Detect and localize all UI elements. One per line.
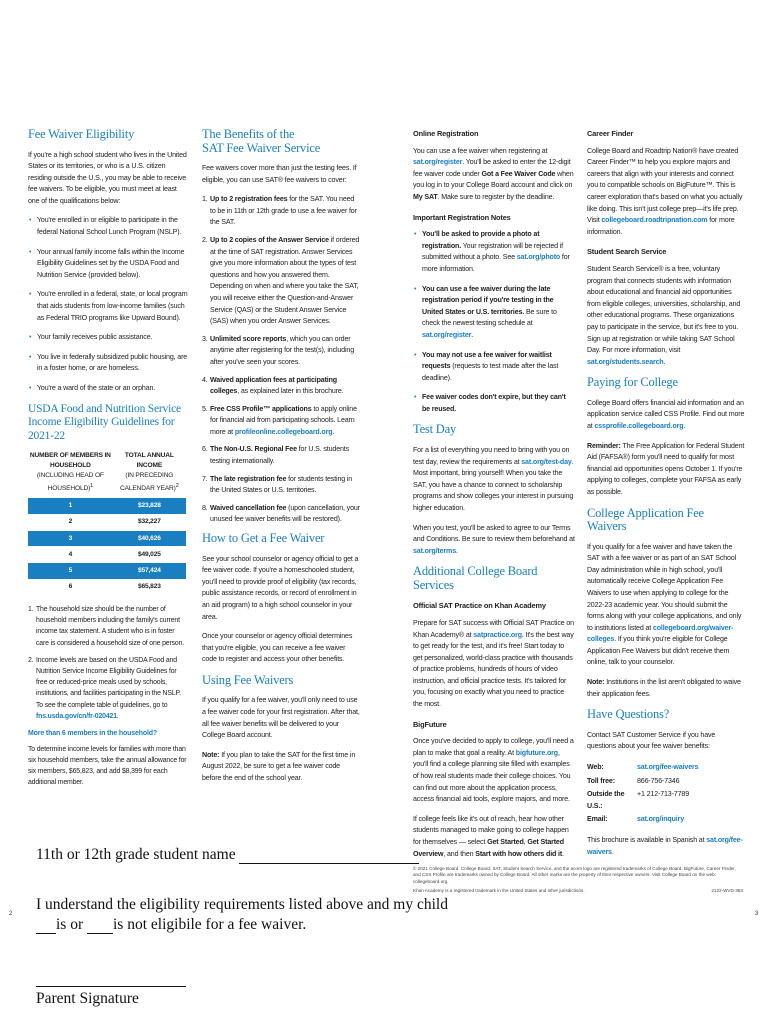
item-number: 7. bbox=[202, 474, 208, 483]
table-row bbox=[587, 761, 698, 775]
footnote-ref: 1 bbox=[90, 483, 94, 490]
note-title: You'll be asked to provide a photo at registration. bbox=[422, 230, 540, 250]
note-title: Fee waiver codes don't expire, but they can't be reused. bbox=[422, 393, 566, 413]
student-name-field[interactable] bbox=[36, 846, 419, 864]
usda-link[interactable]: fns.usda.gov/cn/fr-020421 bbox=[36, 712, 117, 720]
note-title: You may not use a fee waiver for waitlist requests bbox=[422, 350, 552, 371]
email-link[interactable]: sat.org/inquiry bbox=[637, 815, 685, 824]
usda-guidelines-heading: USDA Food and Nutrition Service Income Eligibility Guidelines for 2021-22 bbox=[28, 402, 181, 442]
emphasis: Got a Fee Waiver Code bbox=[481, 169, 556, 178]
toll-free-number: 866-756-7346 bbox=[637, 776, 680, 785]
text: , you'll find a college planning site filled with examples of how real students made their college choices. You can find out more about the application process, access financial aid tools, explore majors, and more. bbox=[413, 748, 571, 804]
list-item bbox=[202, 375, 360, 398]
bigfuture-link[interactable]: bigfuture.org bbox=[515, 748, 558, 757]
list-item bbox=[413, 350, 575, 385]
roadtrip-link[interactable]: collegeboard.roadtripnation.com bbox=[601, 216, 708, 225]
item-text: , which you can order anytime after registering for the test(s), including after you've seen your scores. bbox=[210, 334, 354, 366]
list-item: • You're a ward of the state or an orphan. bbox=[28, 383, 188, 395]
table-row bbox=[28, 498, 186, 514]
column-benefits bbox=[202, 128, 360, 793]
text: College Board offers financial aid information and an application service called CSS Profile. Find out more at bbox=[587, 398, 745, 430]
item-title: Waived cancellation fee bbox=[210, 503, 287, 512]
table-row bbox=[28, 530, 186, 546]
table-footnotes bbox=[28, 604, 188, 722]
student-name-label: 11th or 12th grade student name bbox=[36, 846, 236, 863]
career-finder-heading: Career Finder bbox=[587, 129, 634, 138]
income-cell: $23,828 bbox=[113, 498, 186, 514]
punctuation: . bbox=[116, 712, 119, 720]
online-registration-heading: Online Registration bbox=[413, 129, 479, 138]
legal-text: Khan Academy is a registered trademark in the United States and other jurisdictions. bbox=[413, 888, 585, 894]
emphasis: Get Started bbox=[487, 838, 524, 846]
is-not-blank[interactable] bbox=[87, 919, 113, 934]
text: for more information. bbox=[587, 216, 735, 236]
text: . bbox=[663, 357, 666, 366]
css-profile-link[interactable]: cssprofile.collegeboard.org bbox=[594, 421, 684, 430]
benefits-list bbox=[202, 194, 360, 526]
note-text: Your registration will be rejected if submitted without a photo. See bbox=[422, 241, 563, 262]
contact-table bbox=[587, 761, 698, 827]
is-blank[interactable] bbox=[36, 919, 56, 934]
income-cell: $49,025 bbox=[113, 547, 186, 563]
item-title: The late registration fee bbox=[210, 474, 287, 483]
item-text: , as explained later in this brochure. bbox=[237, 387, 344, 396]
members-header-title: NUMBER OF MEMBERS IN HOUSEHOLD bbox=[29, 452, 111, 470]
career-paragraph bbox=[587, 146, 745, 239]
item-text: (upon cancellation, your unused fee waiver benefits will be restored). bbox=[210, 503, 360, 524]
table-row bbox=[28, 579, 186, 595]
student-search-paragraph bbox=[587, 264, 745, 368]
item-number: 5. bbox=[202, 404, 208, 413]
register-link[interactable]: sat.org/register bbox=[413, 158, 463, 167]
text: Institutions in the list aren't obligated to waive their application fees. bbox=[587, 678, 741, 698]
item-text: for U.S. students testing internationally. bbox=[210, 445, 350, 466]
footnote-number: 1. bbox=[28, 606, 34, 614]
how-paragraph-1: See your school counselor or agency official to get a fee waiver code. If you're a homeschooled student, you'll need to provide proof of eligibility (tax records, public assistance records, or record of enrollment in an aid program) to a high school counselor in your area. bbox=[202, 554, 359, 621]
income-table bbox=[28, 451, 186, 596]
note-text: for more information. bbox=[422, 253, 570, 273]
eligibility-intro: If you're a high school student who lives in the United States or its territories, or who is a U.S. citizen residing outside the U.S., you may be able to receive fee waivers. To be eligible, you must meet at least one of the qualifications below: bbox=[28, 150, 187, 205]
paying-for-college-heading: Paying for College bbox=[587, 375, 678, 390]
page-number-left: 2 bbox=[9, 911, 13, 917]
test-day-paragraph-1 bbox=[413, 445, 575, 515]
text: when you log in to your College Board account and click on bbox=[413, 169, 574, 190]
test-day-link[interactable]: sat.org/test-day bbox=[521, 457, 572, 466]
text: , bbox=[523, 838, 528, 846]
column-services bbox=[587, 128, 745, 866]
table-row bbox=[28, 514, 186, 530]
text: You can use a fee waiver when registering at bbox=[413, 146, 548, 155]
members-cell: 2 bbox=[28, 514, 113, 530]
column-registration bbox=[413, 128, 575, 868]
legal-footer bbox=[413, 866, 743, 895]
have-questions-heading: Have Questions? bbox=[587, 707, 670, 722]
how-to-get-heading: How to Get a Fee Waiver bbox=[202, 531, 325, 546]
note-text: . bbox=[471, 330, 474, 339]
income-header-title: TOTAL ANNUAL INCOME bbox=[124, 452, 174, 470]
text: If college feels like it's out of reach, hear how other students managed to make going to college happen for themselves — select bbox=[413, 814, 569, 846]
contact-label: Web: bbox=[587, 762, 604, 771]
list-item: • You're enrolled in or eligible to participate in the federal National School Lunch Program (NSLP). bbox=[28, 215, 188, 238]
list-item: • You live in federally subsidized public housing, are in a foster home, or are homeless. bbox=[28, 352, 188, 375]
list-item bbox=[413, 229, 575, 275]
text: . You'll be asked to enter the 12-digit fee waiver code under bbox=[413, 158, 571, 178]
table-row bbox=[28, 547, 186, 563]
item-title: Up to 2 copies of the Answer Service bbox=[210, 235, 329, 244]
text: . bbox=[611, 847, 614, 856]
income-cell: $40,626 bbox=[113, 530, 186, 546]
page-number-right: 3 bbox=[755, 911, 759, 917]
item-text: for students testing in the United States or U.S. territories. bbox=[210, 474, 353, 495]
is-not-text: is not eligibile for a fee waiver. bbox=[113, 916, 307, 933]
web-link[interactable]: sat.org/fee-waivers bbox=[637, 762, 699, 771]
bigfuture-heading: BigFuture bbox=[413, 719, 447, 729]
student-name-line[interactable] bbox=[239, 849, 419, 864]
more-members-text: To determine income levels for families with more than six household members, take the annual allowance for six members, $65,823, and add $8,399 for each additional member. bbox=[28, 745, 187, 787]
footnote-ref: 2 bbox=[175, 483, 179, 490]
text: For a list of everything you need to bring with you on test day, review the requirements at bbox=[413, 445, 570, 466]
note-label: Note: bbox=[202, 750, 220, 759]
members-column-header bbox=[28, 451, 113, 498]
is-or-text: is or bbox=[56, 916, 84, 933]
satpractice-link[interactable]: satpractice.org bbox=[473, 630, 522, 639]
list-item bbox=[202, 334, 360, 369]
note-title: You can use a fee waiver during the late registration period if you're testing in the United States or U.S. territories. bbox=[422, 284, 554, 316]
list-item bbox=[202, 503, 360, 526]
footnote-number: 2. bbox=[28, 656, 34, 664]
punctuation: . bbox=[332, 427, 335, 436]
app-paragraph-1 bbox=[587, 542, 745, 670]
student-search-link[interactable]: sat.org/students.search bbox=[587, 357, 664, 366]
online-registration-text bbox=[413, 146, 575, 204]
text: . If you think you're eligible for College Application Fee Waivers but didn't receive them online, talk to your counselor. bbox=[587, 635, 730, 667]
using-note bbox=[202, 750, 360, 785]
spanish-note bbox=[587, 835, 745, 858]
register-link[interactable]: sat.org/register bbox=[422, 330, 472, 339]
item-title: Free CSS Profile™ applications bbox=[210, 404, 312, 413]
note-label: Note: bbox=[587, 678, 605, 687]
questions-intro: Contact SAT Customer Service if you have questions about your fee waiver benefits: bbox=[587, 730, 716, 751]
paying-paragraph-1 bbox=[587, 398, 745, 433]
benefits-intro: Fee waivers cover more than just the testing fees. If eligible, you can use SAT® fee waivers to cover: bbox=[202, 164, 357, 184]
text: . Make sure to register by the deadline. bbox=[437, 192, 555, 201]
text: , and then bbox=[443, 849, 476, 858]
app-fee-waivers-heading: College Application Fee Waivers bbox=[587, 505, 704, 534]
terms-link[interactable]: sat.org/terms bbox=[413, 546, 456, 555]
item-title: Unlimited score reports bbox=[210, 334, 287, 343]
paying-paragraph-2 bbox=[587, 441, 745, 499]
column-eligibility bbox=[28, 128, 188, 797]
footnote-2 bbox=[28, 655, 188, 722]
note-text: (requests to test made after the last deadline). bbox=[422, 362, 559, 382]
additional-services-heading: Additional College Board Services bbox=[413, 564, 538, 592]
contact-label: Email: bbox=[587, 815, 608, 824]
members-cell: 5 bbox=[28, 563, 113, 579]
contact-label: Toll free: bbox=[587, 776, 615, 785]
item-text: to apply online for financial aid from participating schools. Learn more at bbox=[210, 404, 357, 436]
list-item: • You're enrolled in a federal, state, or local program that aids students from low-income families (such as Federal TRIO programs like Upward Bound). bbox=[28, 289, 188, 324]
item-title: Up to 2 registration fees bbox=[210, 195, 288, 204]
list-item bbox=[413, 392, 575, 415]
signature-line[interactable] bbox=[36, 986, 186, 987]
test-day-heading: Test Day bbox=[413, 422, 456, 437]
text: . bbox=[562, 849, 564, 858]
benefits-heading-line1: The Benefits of the bbox=[202, 127, 295, 141]
waiver-colleges-link[interactable]: collegeboard.org/waiver-colleges bbox=[587, 623, 734, 644]
text: When you test, you'll be asked to agree to our Terms and Conditions. Be sure to review them beforehand at bbox=[413, 523, 575, 544]
text: . Most important, bring yourself! When you take the SAT, you have a chance to connect to scholarship programs and show colleges your interest in pursuing higher education. bbox=[413, 457, 574, 512]
international-number: +1 212-713-7789 bbox=[637, 790, 689, 799]
text: . It's the best way to get ready for the test, and it's free! Start today to get personalized, world-class practice with thousands of practice problems, hundreds of hours of video instruction, and official practice tests. It's tailored for you, focusing on exactly what you need to practice the most. bbox=[413, 630, 574, 709]
footnote-1 bbox=[28, 604, 188, 649]
spanish-link[interactable]: sat.org/fee-waivers bbox=[587, 835, 743, 856]
item-number: 2. bbox=[202, 235, 208, 244]
item-number: 1. bbox=[202, 195, 208, 204]
list-item bbox=[202, 474, 360, 497]
item-text: if ordered at the time of SAT registration. Answer Services give you more information about the types of test questions and how you answered them. Depending on when and where you take the SAT, you will receive either the Question-and-Answer Service (QAS) or the Student Answer Service (SAS) when you order Answer Services. bbox=[210, 235, 360, 326]
item-text: for the SAT. You need to be in 11th or 12th grade to use a fee waiver for the SAT. bbox=[210, 195, 357, 227]
list-item bbox=[202, 194, 360, 229]
income-cell: $32,227 bbox=[113, 514, 186, 530]
fee-waiver-eligibility-heading: Fee Waiver Eligibility bbox=[28, 127, 135, 141]
list-item: • Your annual family income falls within the Income Eligibility Guidelines set by the USDA Food and Nutrition Service (provided below). bbox=[28, 247, 188, 282]
benefits-heading bbox=[202, 128, 360, 155]
list-item bbox=[413, 284, 575, 342]
test-day-paragraph-2 bbox=[413, 523, 575, 558]
members-header-sub: (INCLUDING HEAD OF HOUSEHOLD) bbox=[36, 472, 104, 493]
app-paragraph-2 bbox=[587, 677, 745, 700]
benefits-heading-line2: SAT Fee Waiver Service bbox=[202, 140, 321, 155]
bigfuture-paragraph-2 bbox=[413, 814, 575, 860]
item-number: 4. bbox=[202, 375, 208, 384]
text: College Board and Roadtrip Nation® have created Career Finder™ to help you explore majors and careers that align with your interests and connect you to compatible schools on BigFuture™. This is career exploration that's based on what you actually like doing. This isn't just college prep—it's life prep. Visit bbox=[587, 146, 743, 225]
income-cell: $65,823 bbox=[113, 579, 186, 595]
emphasis: My SAT bbox=[413, 192, 438, 201]
list-item bbox=[202, 235, 360, 328]
note-text: If you plan to take the SAT for the first time in August 2022, be sure to get a fee waiver code before the end of the school year. bbox=[202, 750, 356, 782]
table-row bbox=[587, 788, 698, 813]
text: . bbox=[683, 421, 686, 430]
text: This brochure is available in Spanish at bbox=[587, 835, 707, 844]
reminder-label: Reminder: bbox=[587, 441, 621, 450]
members-cell: 6 bbox=[28, 579, 113, 595]
eligibility-list bbox=[28, 215, 188, 394]
emphasis: Get Started Overview bbox=[413, 838, 564, 858]
note-text: Be sure to check the newest testing schedule at bbox=[422, 307, 557, 328]
item-number: 3. bbox=[202, 334, 208, 343]
income-column-header bbox=[113, 451, 186, 498]
registration-notes-heading: Important Registration Notes bbox=[413, 212, 511, 222]
item-title: Waived application fees at participating colleges bbox=[210, 375, 337, 396]
eligibility-statement bbox=[36, 896, 448, 934]
members-cell: 3 bbox=[28, 530, 113, 546]
text: Once you've decided to apply to college, you'll need a plan to make that goal a reality. At bbox=[413, 737, 574, 757]
list-item bbox=[202, 444, 360, 467]
table-row bbox=[587, 775, 698, 789]
how-paragraph-2: Once your counselor or agency official determines that you're eligible, you can receive a fee waiver code to register and access your other benefits. bbox=[202, 632, 353, 664]
using-paragraph: If you qualify for a fee waiver, you'll only need to use a fee waiver code for your first registration. After that, all fee waiver benefits will be delivered to your College Board account. bbox=[202, 696, 360, 740]
income-cell: $57,424 bbox=[113, 563, 186, 579]
more-members-heading: More than 6 members in the household? bbox=[28, 730, 158, 738]
list-item: • Your family receives public assistance. bbox=[28, 332, 188, 344]
registration-notes-list bbox=[413, 229, 575, 415]
list-item bbox=[202, 404, 360, 439]
parent-signature-label: Parent Signature bbox=[36, 990, 139, 1007]
item-title: The Non-U.S. Regional Fee bbox=[210, 445, 297, 454]
text: . bbox=[456, 546, 458, 555]
using-fee-waivers-heading: Using Fee Waivers bbox=[202, 672, 294, 687]
student-search-heading: Student Search Service bbox=[587, 247, 667, 257]
text: The Free Application for Federal Student Aid (FAFSA®) form you'll need to qualify for most financial aid opportunities opens October 1. If you're applying to colleges, complete your FAFSA as early as possible. bbox=[587, 441, 745, 496]
item-number: 6. bbox=[202, 445, 208, 454]
contact-label: Outside the U.S.: bbox=[587, 790, 625, 810]
khan-heading: Official SAT Practice on Khan Academy bbox=[413, 601, 546, 611]
table-row bbox=[587, 813, 698, 827]
bigfuture-paragraph-1 bbox=[413, 736, 575, 806]
photo-link[interactable]: sat.org/photo bbox=[516, 253, 561, 262]
income-header-sub: (IN PRECEDING CALENDAR YEAR) bbox=[120, 472, 176, 493]
item-number: 8. bbox=[202, 503, 208, 512]
members-cell: 1 bbox=[28, 498, 113, 514]
members-cell: 4 bbox=[28, 547, 113, 563]
legal-text: © 2021 College Board. College Board, SAT, Student Search Service, and the acorn logo are registered trademarks of College Board. BigFuture, Career Finder, and CSS Profile are trademarks owned by College Board. All other marks are the property of their respective owners. Visit College Board on the web: collegeboard.org. bbox=[413, 866, 736, 884]
table-row bbox=[28, 563, 186, 579]
document-code: 2122-WVD-383 bbox=[711, 888, 743, 894]
text: If you qualify for a fee waiver and have taken the SAT with a fee waiver or as part of an SAT School Day administration while in high school, you'll automatically receive College Application Fee Waivers to use when applying to college for the 2022-23 academic year. You should submit the forms along with your college applications, and only to institutions listed at bbox=[587, 542, 742, 632]
footnote-text: The household size should be the number of household members including the family's current income tax statement. A student who is in foster care is considered a household size of one person. bbox=[36, 606, 185, 647]
khan-paragraph bbox=[413, 618, 575, 711]
profile-link[interactable]: profileonline.collegeboard.org bbox=[234, 427, 333, 436]
emphasis: Start with how others did it bbox=[475, 849, 563, 858]
footnote-text: Income levels are based on the USDA Food and Nutrition Service Income Eligibility Guidelines for free or reduced-price meals used by schools, institutions, and facilities participating in the NSLP. To see the complete table of guidelines, go to bbox=[36, 656, 181, 709]
text: Prepare for SAT success with Official SAT Practice on Khan Academy® at bbox=[413, 618, 574, 639]
statement-line-1: I understand the eligibility requirements listed above and my child bbox=[36, 896, 448, 913]
text: Student Search Service® is a free, voluntary program that connects students with information about educational and financial aid opportunities from eligible colleges, universities, scholarship, and other educational programs. These organizations pay to participate in the service, but it's free to you. Sign up at registration or while taking SAT School Day. For more information, visit bbox=[587, 264, 741, 355]
